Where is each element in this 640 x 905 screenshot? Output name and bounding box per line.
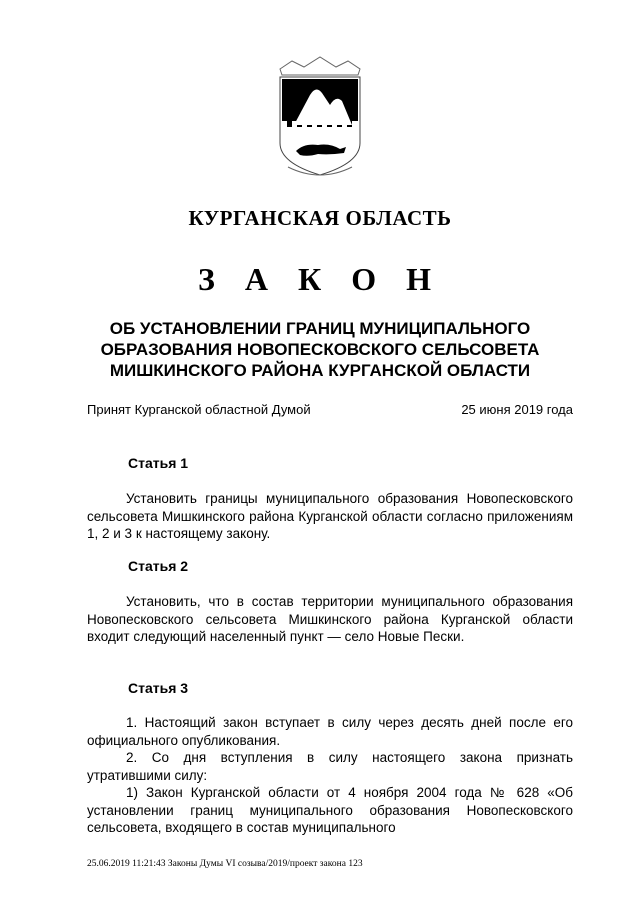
region-title: КУРГАНСКАЯ ОБЛАСТЬ <box>188 206 452 230</box>
law-title-line: ОБРАЗОВАНИЯ НОВОПЕСКОВСКОГО СЕЛЬСОВЕТА <box>100 340 540 359</box>
adoption-date: 25 июня 2019 года <box>461 402 573 417</box>
paragraph-text: Установить, что в состав территории муниципального образования Новопесковского сельсовета Мишкинского района Курганской области входит следующий населенный пункт — село Новые Пески. <box>87 594 573 644</box>
article-paragraph <box>87 490 573 543</box>
article-paragraph <box>87 593 573 646</box>
article-heading: Статья 2 <box>128 558 189 574</box>
law-title <box>60 318 580 381</box>
coat-of-arms-icon <box>270 55 370 185</box>
paragraph-text: 1. Настоящий закон вступает в силу через десять дней после его официального опубликования. <box>87 715 573 748</box>
document-type: З А К О Н <box>198 261 442 297</box>
article-paragraph <box>87 714 573 749</box>
paragraph-text: 2. Со дня вступления в силу настоящего закона признать утратившими силу: <box>87 750 573 783</box>
article-heading: Статья 1 <box>128 455 189 471</box>
law-title-line: МИШКИНСКОГО РАЙОНА КУРГАНСКОЙ ОБЛАСТИ <box>109 361 531 380</box>
paragraph-text: 1) Закон Курганской области от 4 ноября 2004 года № 628 «Об установлении границ муниципального образования Новопесковского сельсовета, входящего в состав муниципального <box>87 785 573 835</box>
footer-note: 25.06.2019 11:21:43 Законы Думы VI созыва/2019/проект закона 123 <box>87 859 363 869</box>
law-title-line: ОБ УСТАНОВЛЕНИИ ГРАНИЦ МУНИЦИПАЛЬНОГО <box>109 319 531 338</box>
article-heading: Статья 3 <box>128 680 189 696</box>
article-paragraph <box>87 749 573 784</box>
adopted-by: Принят Курганской областной Думой <box>87 402 311 417</box>
paragraph-text: Установить границы муниципального образования Новопесковского сельсовета Мишкинского района Курганской области согласно приложениям 1, 2 и 3 к настоящему закону. <box>87 491 573 541</box>
adoption-line <box>87 402 573 417</box>
article-paragraph <box>87 784 573 837</box>
